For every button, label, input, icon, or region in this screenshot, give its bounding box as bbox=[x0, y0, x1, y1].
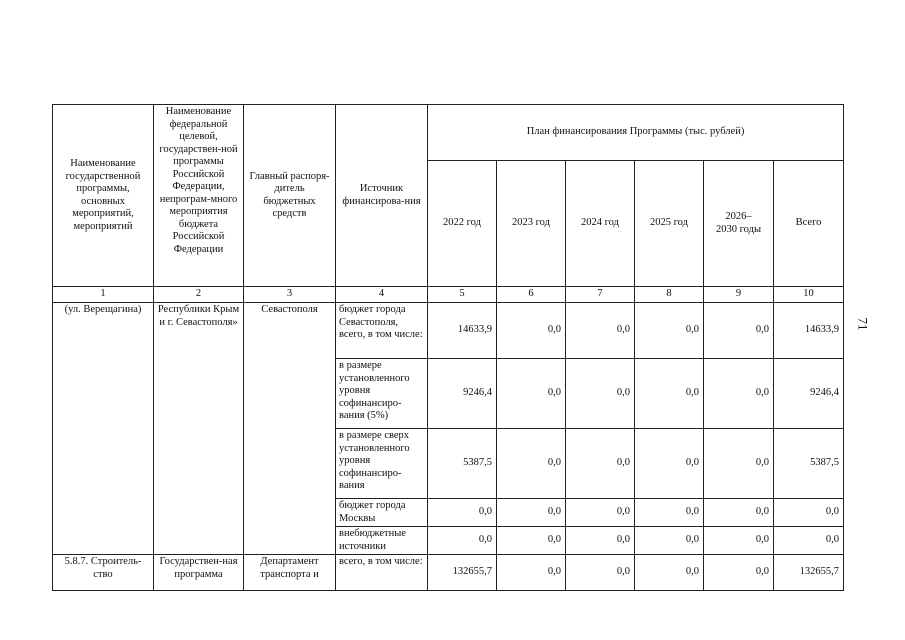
header-col3: Главный распоря-дитель бюджетных средств bbox=[244, 105, 336, 287]
value-cell: 0,0 bbox=[566, 555, 635, 591]
value-cell: 0,0 bbox=[497, 429, 566, 499]
value-cell: 14633,9 bbox=[774, 303, 844, 359]
header-plan: План финансирования Программы (тыс. рублей) bbox=[428, 105, 844, 161]
header-row-1 bbox=[53, 105, 844, 161]
header-year-2026-2030: 2026– 2030 годы bbox=[704, 161, 774, 287]
source-cell: в размере сверх установленного уровня софинансиро-вания bbox=[336, 429, 428, 499]
value-cell: 0,0 bbox=[635, 499, 704, 527]
federal-program-cell: Государствен-ная программа bbox=[154, 555, 244, 591]
value-cell: 0,0 bbox=[704, 359, 774, 429]
table-row bbox=[53, 555, 844, 591]
value-cell: 0,0 bbox=[566, 429, 635, 499]
value-cell: 0,0 bbox=[497, 303, 566, 359]
federal-program-cell: Республики Крым и г. Севастополя» bbox=[154, 303, 244, 555]
value-cell: 0,0 bbox=[497, 499, 566, 527]
source-cell: в размере установленного уровня софинансиро-вания (5%) bbox=[336, 359, 428, 429]
value-cell: 0,0 bbox=[566, 499, 635, 527]
value-cell: 14633,9 bbox=[428, 303, 497, 359]
value-cell: 9246,4 bbox=[428, 359, 497, 429]
value-cell: 0,0 bbox=[428, 527, 497, 555]
manager-cell: Севастополя bbox=[244, 303, 336, 555]
program-cell: (ул. Верещагина) bbox=[53, 303, 154, 555]
column-number: 4 bbox=[336, 287, 428, 303]
value-cell: 0,0 bbox=[774, 499, 844, 527]
value-cell: 0,0 bbox=[704, 303, 774, 359]
value-cell: 0,0 bbox=[497, 555, 566, 591]
value-cell: 0,0 bbox=[428, 499, 497, 527]
financing-table bbox=[52, 104, 844, 591]
value-cell: 0,0 bbox=[566, 359, 635, 429]
value-cell: 9246,4 bbox=[774, 359, 844, 429]
column-number: 8 bbox=[635, 287, 704, 303]
column-number: 1 bbox=[53, 287, 154, 303]
value-cell: 0,0 bbox=[566, 527, 635, 555]
value-cell: 0,0 bbox=[704, 555, 774, 591]
value-cell: 5387,5 bbox=[774, 429, 844, 499]
value-cell: 0,0 bbox=[635, 527, 704, 555]
value-cell: 0,0 bbox=[704, 429, 774, 499]
value-cell: 0,0 bbox=[635, 303, 704, 359]
header-total: Всего bbox=[774, 161, 844, 287]
column-number: 3 bbox=[244, 287, 336, 303]
header-year-2022: 2022 год bbox=[428, 161, 497, 287]
column-number: 9 bbox=[704, 287, 774, 303]
value-cell: 0,0 bbox=[497, 527, 566, 555]
program-cell: 5.8.7. Строитель-ство bbox=[53, 555, 154, 591]
table-row bbox=[53, 303, 844, 359]
header-col2: Наименование федеральной целевой, государствен-ной программы Российской Федерации, непрограм-много мероприятия бюджета Российской Федерации bbox=[154, 105, 244, 287]
source-cell: всего, в том числе: bbox=[336, 555, 428, 591]
column-number: 6 bbox=[497, 287, 566, 303]
header-year-2024: 2024 год bbox=[566, 161, 635, 287]
header-year-2025: 2025 год bbox=[635, 161, 704, 287]
value-cell: 0,0 bbox=[497, 359, 566, 429]
value-cell: 132655,7 bbox=[774, 555, 844, 591]
value-cell: 0,0 bbox=[635, 359, 704, 429]
value-cell: 0,0 bbox=[704, 499, 774, 527]
value-cell: 0,0 bbox=[635, 555, 704, 591]
column-number: 2 bbox=[154, 287, 244, 303]
value-cell: 0,0 bbox=[704, 527, 774, 555]
value-cell: 0,0 bbox=[774, 527, 844, 555]
value-cell: 5387,5 bbox=[428, 429, 497, 499]
column-number-row bbox=[53, 287, 844, 303]
page-number: 71 bbox=[855, 317, 871, 331]
header-col1: Наименование государственной программы, основных мероприятий, мероприятий bbox=[53, 105, 154, 287]
column-number: 7 bbox=[566, 287, 635, 303]
source-cell: бюджет города Москвы bbox=[336, 499, 428, 527]
header-col4: Источник финансирова-ния bbox=[336, 105, 428, 287]
value-cell: 132655,7 bbox=[428, 555, 497, 591]
value-cell: 0,0 bbox=[566, 303, 635, 359]
header-year-2023: 2023 год bbox=[497, 161, 566, 287]
source-cell: внебюджетные источники bbox=[336, 527, 428, 555]
column-number: 5 bbox=[428, 287, 497, 303]
value-cell: 0,0 bbox=[635, 429, 704, 499]
manager-cell: Департамент транспорта и bbox=[244, 555, 336, 591]
source-cell: бюджет города Севастополя, всего, в том числе: bbox=[336, 303, 428, 359]
column-number: 10 bbox=[774, 287, 844, 303]
